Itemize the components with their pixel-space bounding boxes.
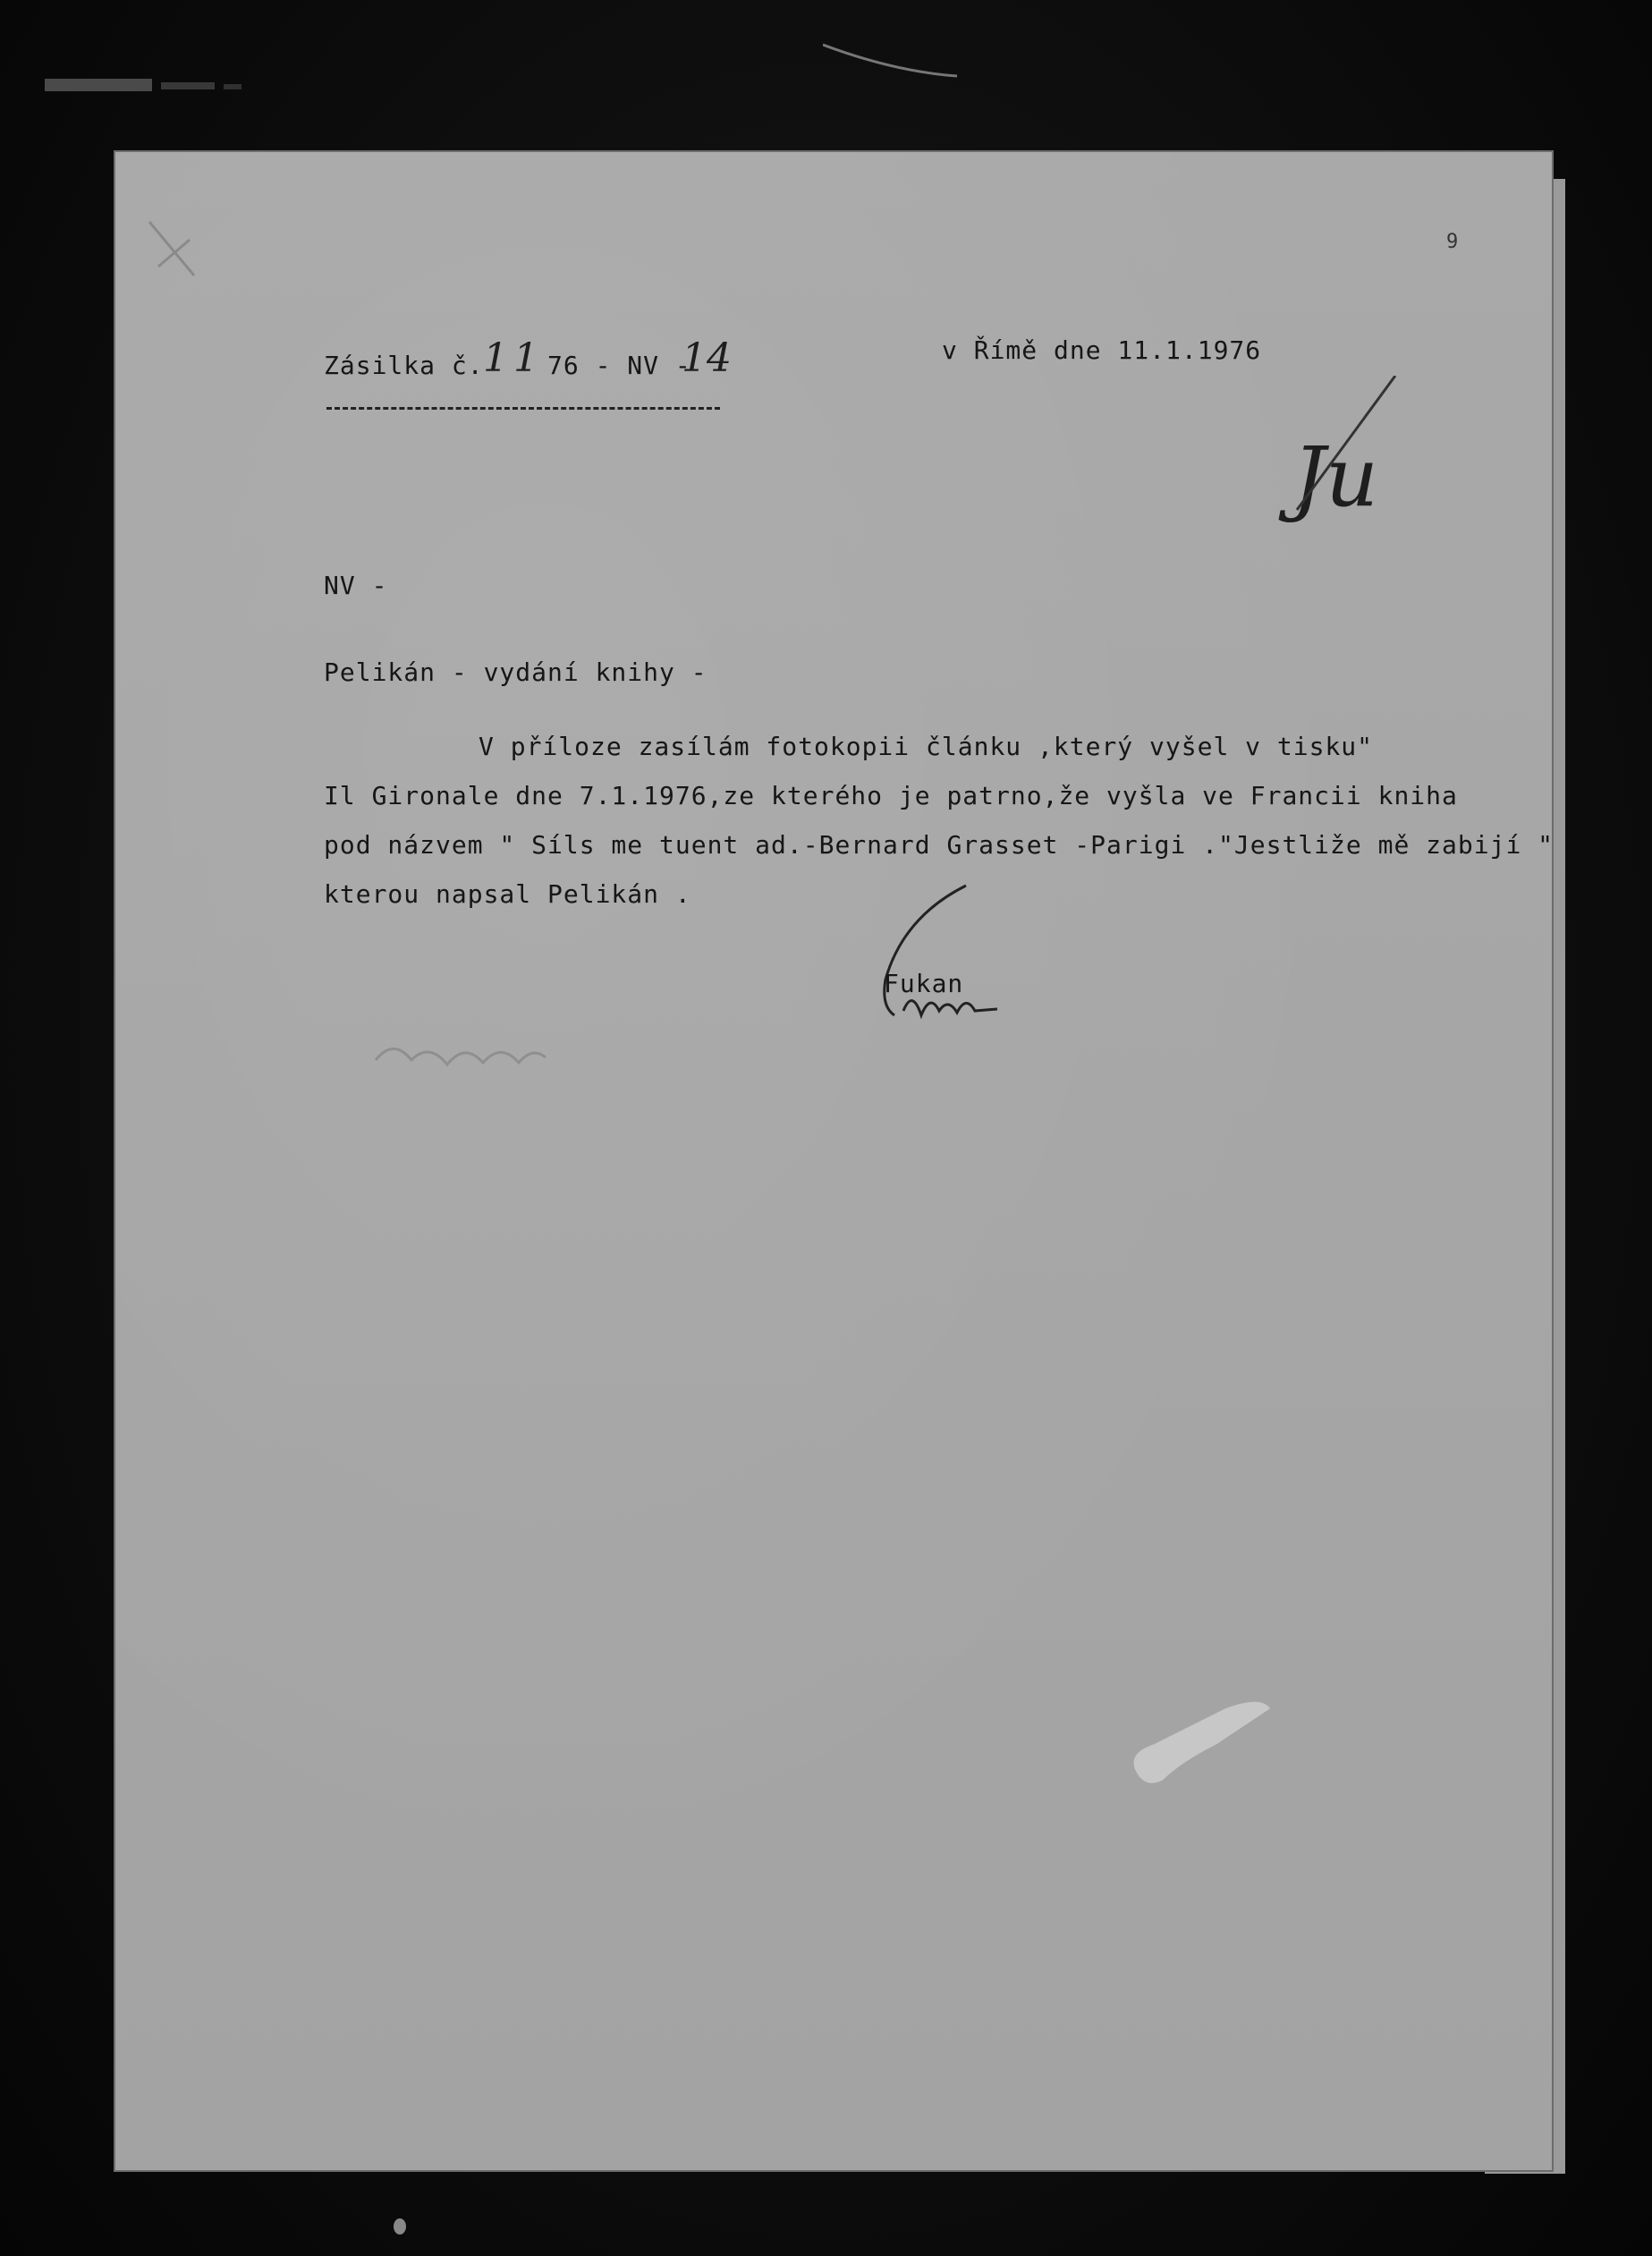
signature-scribble <box>899 984 1006 1029</box>
paragraph-line-1: V příloze zasílám fotokopii článku ,který vyšel v tisku" <box>479 732 1374 761</box>
corner-handwritten-mark <box>140 213 212 302</box>
paragraph-line-4: kterou napsal Pelikán . <box>324 879 691 909</box>
paper-blemish <box>1118 1691 1279 1789</box>
paragraph-line-2: Il Gironale dne 7.1.1976,ze kterého je patrno,že vyšla ve Francii kniha <box>324 781 1458 810</box>
scan-scratch-line <box>823 36 966 81</box>
place-date: v Římě dne 11.1.1976 <box>942 335 1262 365</box>
faint-pencil-scribble <box>367 1020 563 1091</box>
signature-typed-name: Fukan <box>884 969 964 998</box>
recipient: NV - <box>324 571 388 600</box>
initials-stroke <box>1279 376 1404 519</box>
zasilka-middle: 76 - NV - <box>547 351 691 380</box>
scan-noise-mark <box>36 63 268 107</box>
header-underline <box>326 407 720 410</box>
scan-speck <box>394 2218 406 2235</box>
handwritten-initials: Ju <box>1292 429 1379 525</box>
subject: Pelikán - vydání knihy - <box>324 657 707 687</box>
zasilka-prefix: Zásilka č. <box>324 351 484 380</box>
paragraph-line-3: pod názvem " Síls me tuent ad.-Bernard Grasset -Parigi ."Jestliže mě zabijí " <box>324 830 1555 860</box>
page-number: 9 <box>1446 231 1459 253</box>
zasilka-hand-number: 11 <box>483 335 544 381</box>
zasilka-hand-suffix: 14 <box>682 335 732 381</box>
